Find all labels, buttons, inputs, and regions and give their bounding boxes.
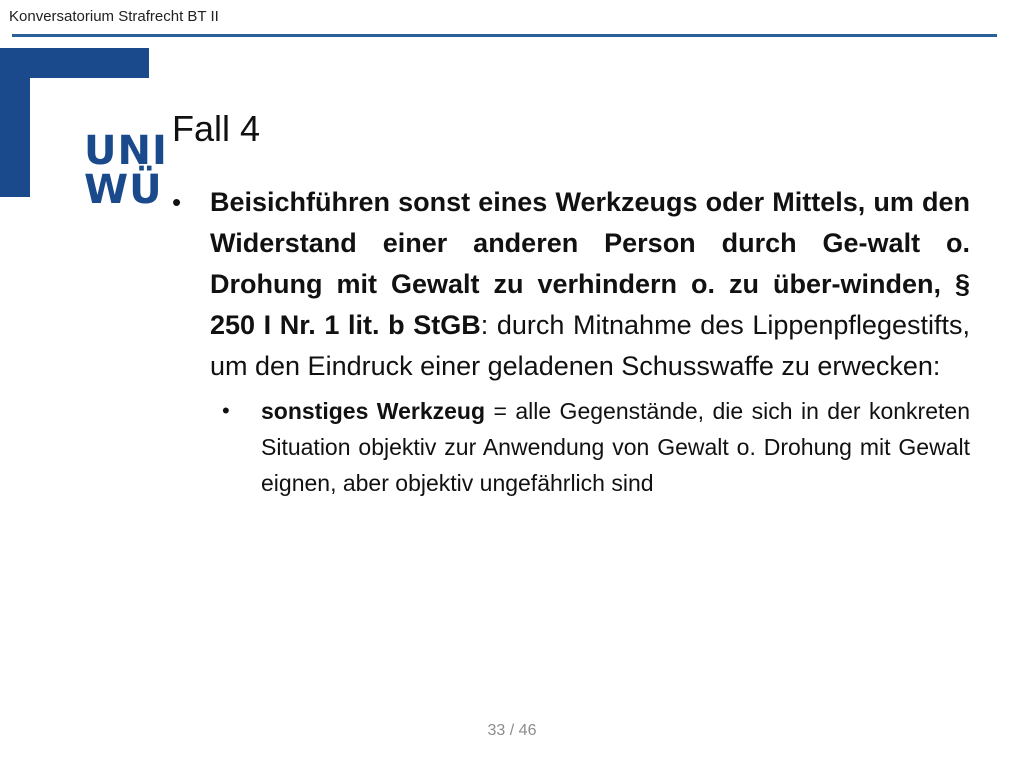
bullet-text-1 [210,182,970,387]
slide-title: Fall 4 [172,108,261,149]
university-logo [0,48,168,213]
header-title: Konversatorium Strafrecht BT II [9,8,219,25]
bullet-1-normal-text: : durch Mitnahme des Lippenpflegestifts, um den Eindruck einer geladenen Schusswaffe zu erwecken: [210,310,970,381]
logo-line-uni: UNI [84,128,168,174]
sub-bullet-1-bold-text: sonstiges Werkzeug [261,398,486,424]
slide-content [172,182,970,501]
sub-bullet-dot-icon: • [222,398,230,423]
bullet-1-bold-text: Beisichführen sonst eines Werkzeugs oder Mittels, um den Widerstand einer anderen Person durch Ge-walt o. Drohung mit Gewalt zu verhindern o. zu über-winden, § 250 I Nr. 1 lit. b StGB [210,187,970,340]
sub-bullet-text-1 [261,393,970,501]
sub-bullet-1-normal-text: = alle Gegenstände, die sich in der konkreten Situation objektiv zur Anwendung von Gewalt o. Drohung mit Gewalt eignen, aber objektiv ungefährlich sind [261,398,970,496]
header-divider [12,34,997,37]
page-number: 33 / 46 [487,722,537,739]
logo-line-wue: WÜ [84,167,163,213]
sub-bullet-item-1 [172,393,970,501]
bullet-item-1 [172,182,970,387]
bullet-dot-icon: • [172,187,182,217]
logo-lettering [84,128,168,213]
